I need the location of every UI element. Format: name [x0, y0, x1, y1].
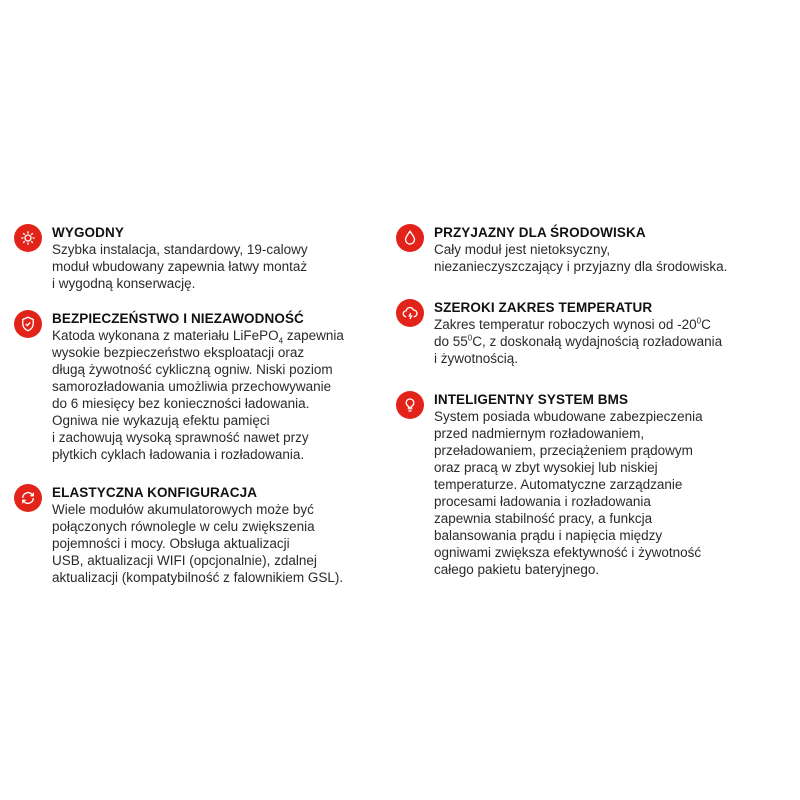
body-line: płytkich cyklach ładowania i rozładowania.: [52, 447, 305, 462]
shield-icon: [14, 310, 42, 338]
body-line: zapewnia stabilność pracy, a funkcja: [434, 511, 653, 526]
body-line: procesami ładowania i rozładowania: [434, 494, 651, 509]
body-line: i zachowują wysoką sprawność nawet przy: [52, 430, 309, 445]
feature-title: BEZPIECZEŃSTWO I NIEZAWODNOŚĆ: [52, 311, 304, 326]
feature-title: ELASTYCZNA KONFIGURACJA: [52, 485, 258, 500]
feature-body: [52, 241, 308, 292]
feature-title: WYGODNY: [52, 225, 124, 240]
body-line: niezanieczyszczający i przyjazny dla środowiska.: [434, 259, 728, 274]
body-line: połączonych równolegle w celu zwiększenia: [52, 519, 315, 534]
cycle-arrows-icon: [14, 484, 42, 512]
body-line: oraz pracą w zbyt wysokiej lub niskiej: [434, 460, 658, 475]
feature-text: [52, 484, 343, 586]
feature-text: [52, 310, 344, 463]
body-line: i żywotnością.: [434, 351, 519, 366]
feature-body: [52, 501, 343, 586]
feature-text: [52, 224, 308, 292]
feature-body: [52, 327, 344, 463]
feature-text: [434, 299, 722, 367]
body-line: całego pakietu bateryjnego.: [434, 562, 600, 577]
body-line: Szybka instalacja, standardowy, 19-calowy: [52, 242, 308, 257]
water-drop-icon: [396, 224, 424, 252]
feature-text: [434, 391, 703, 578]
body-line: samorozładowania umożliwia przechowywanie: [52, 379, 332, 394]
body-line: przed nadmiernym rozładowaniem,: [434, 426, 645, 441]
body-line: Ogniwa nie wykazują efektu pamięci: [52, 413, 270, 428]
feature-title: INTELIGENTNY SYSTEM BMS: [434, 392, 629, 407]
feature-text: [434, 224, 727, 275]
feature-body: [434, 241, 727, 275]
body-line: aktualizacji (kompatybilność z falownikiem GSL).: [52, 570, 344, 585]
body-line: balansowania prądu i napięcia między: [434, 528, 663, 543]
body-line: długą żywotność cykliczną ogniw. Niski poziom: [52, 362, 333, 377]
body-line: do $55^0C$, z doskonałą wydajnością rozładowania: [434, 333, 723, 349]
cloud-lightning-icon: [396, 299, 424, 327]
lightbulb-icon: [396, 391, 424, 419]
body-line: i wygodną konserwację.: [52, 276, 196, 291]
body-line: temperaturze. Automatyczne zarządzanie: [434, 477, 683, 492]
body-line: Cały moduł jest nietoksyczny,: [434, 242, 611, 257]
body-line: Zakres temperatur roboczych wynosi od $-20^0C$: [434, 316, 711, 332]
body-line: do 6 miesięcy bez konieczności ładowania.: [52, 396, 310, 411]
body-line: moduł wbudowany zapewnia łatwy montaż: [52, 259, 308, 274]
body-line: System posiada wbudowane zabezpieczenia: [434, 409, 703, 424]
body-line: pojemności i mocy. Obsługa aktualizacji: [52, 536, 290, 551]
gear-hand-icon: [14, 224, 42, 252]
feature-body: [434, 408, 703, 578]
feature-title: SZEROKI ZAKRES TEMPERATUR: [434, 300, 653, 315]
feature-body: [434, 316, 722, 367]
body-line: ogniwami zwiększa efektywność i żywotność: [434, 545, 702, 560]
body-line: Wiele modułów akumulatorowych może być: [52, 502, 314, 517]
feature-title: PRZYJAZNY DLA ŚRODOWISKA: [434, 225, 646, 240]
body-line: Katoda wykonana z materiału LiFePO$_4$ zapewnia: [52, 328, 344, 346]
body-line: wysokie bezpieczeństwo eksploatacji oraz: [52, 345, 305, 360]
body-line: przeładowaniem, przeciążeniem prądowym: [434, 443, 693, 458]
body-line: USB, aktualizacji WIFI (opcjonalnie), zdalnej: [52, 553, 317, 568]
